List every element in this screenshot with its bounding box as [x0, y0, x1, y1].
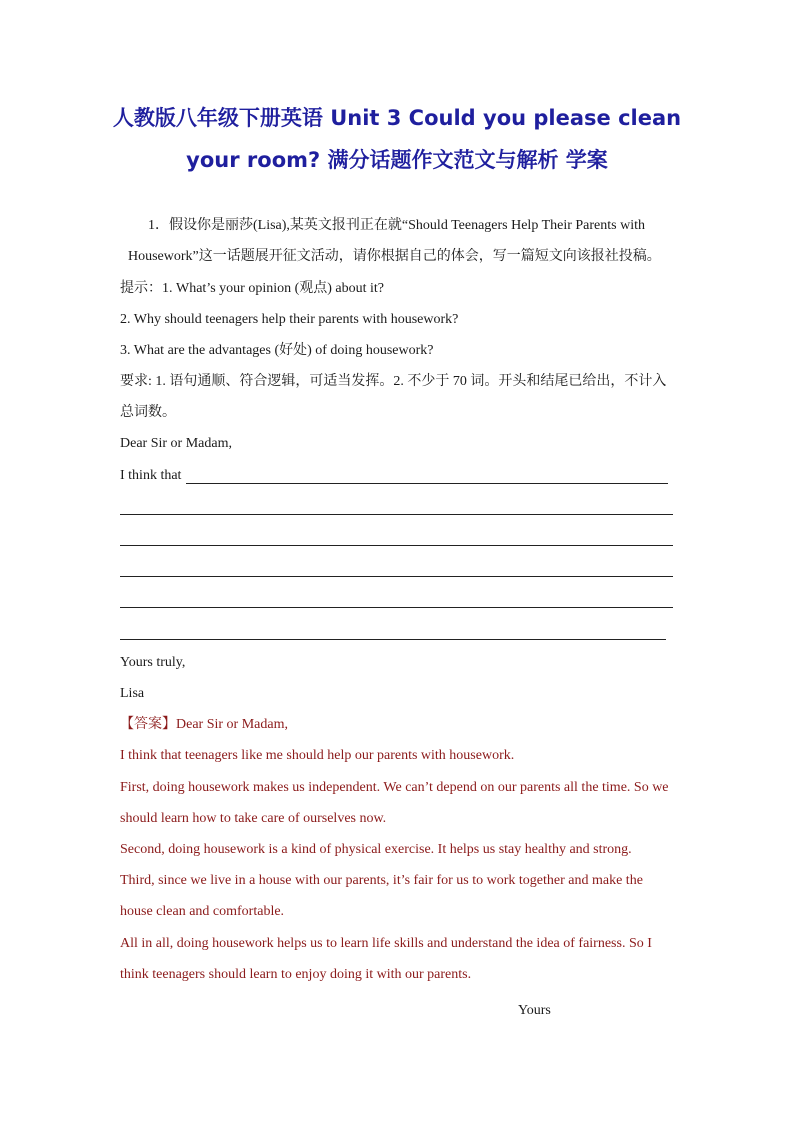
- title-line-2: your room? 满分话题作文范文与解析 学案: [186, 148, 608, 172]
- answer-salutation: 【答案】Dear Sir or Madam,: [120, 717, 288, 732]
- requirement-line-2: 总词数。: [120, 405, 176, 420]
- document-title: [90, 97, 704, 181]
- answer-closing: Yours: [518, 1003, 551, 1018]
- answer-line-5: Third, since we live in a house with our parents, it’s fair for us to work together and make the: [120, 873, 643, 888]
- letter-salutation: Dear Sir or Madam,: [120, 436, 232, 451]
- question-number: 1．: [148, 218, 169, 233]
- writing-line[interactable]: [120, 576, 673, 577]
- writing-line[interactable]: [120, 607, 673, 608]
- requirement-line-1: 要求: 1. 语句通顺、符合逻辑，可适当发挥。2. 不少于 70 词。开头和结尾已给出，不计入: [120, 374, 667, 389]
- letter-signature: Lisa: [120, 686, 145, 701]
- hint-3: 3. What are the advantages (好处) of doing housework?: [120, 343, 434, 358]
- writing-line[interactable]: [186, 483, 668, 484]
- answer-label: 【答案】: [120, 717, 176, 732]
- question-intro-line-2: Housework”这一话题展开征文活动，请你根据自己的体会，写一篇短文向该报社投稿。: [128, 249, 661, 264]
- answer-line-6: house clean and comfortable.: [120, 904, 285, 919]
- writing-line[interactable]: [120, 545, 673, 546]
- title-line-1: 人教版八年级下册英语 Unit 3 Could you please clean: [112, 106, 682, 130]
- answer-line-4: Second, doing housework is a kind of physical exercise. It helps us stay healthy and strong.: [120, 842, 632, 857]
- letter-starter: I think that: [120, 468, 182, 483]
- letter-closing: Yours truly,: [120, 655, 186, 670]
- hint-1: 提示：1. What’s your opinion (观点) about it?: [120, 281, 385, 296]
- answer-line-1: I think that teenagers like me should help our parents with housework.: [120, 748, 515, 763]
- answer-line-8: think teenagers should learn to enjoy doing it with our parents.: [120, 967, 472, 982]
- answer-line-2: First, doing housework makes us independent. We can’t depend on our parents all the time. So we: [120, 780, 669, 795]
- hint-2: 2. Why should teenagers help their parents with housework?: [120, 312, 459, 327]
- question-intro-line-1: 1．假设你是丽莎(Lisa),某英文报刊正在就“Should Teenagers Help Their Parents with: [148, 218, 645, 233]
- answer-line-3: should learn how to take care of ourselves now.: [120, 811, 387, 826]
- writing-line[interactable]: [120, 514, 673, 515]
- answer-line-7: All in all, doing housework helps us to learn life skills and understand the idea of fairness. So I: [120, 936, 652, 951]
- hint-label: 提示：: [120, 281, 162, 296]
- writing-line[interactable]: [120, 639, 666, 640]
